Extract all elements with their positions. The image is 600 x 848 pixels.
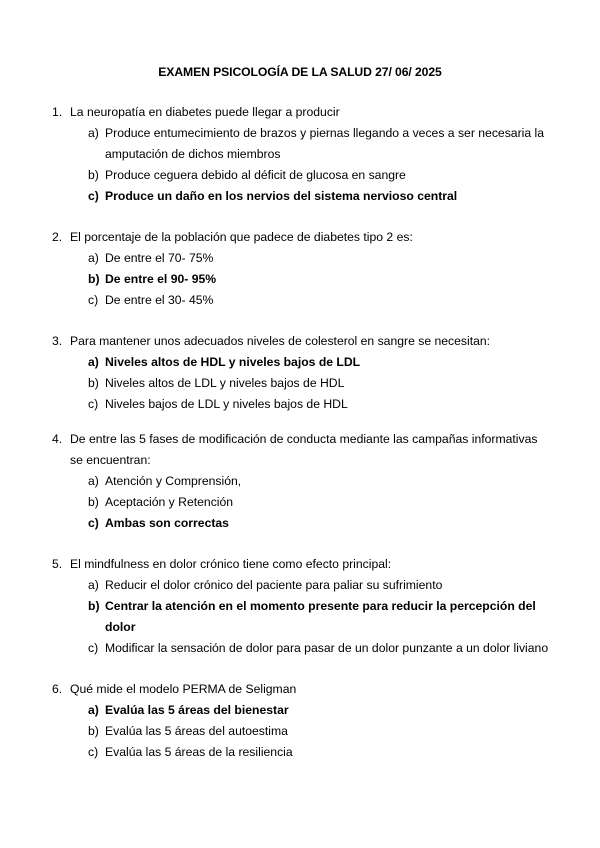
option-text: Ambas son correctas	[105, 516, 229, 530]
question-number: 6.	[52, 682, 63, 696]
option-letter: a)	[88, 578, 99, 592]
question-stem	[52, 102, 552, 123]
question-text: Para mantener unos adecuados niveles de colesterol en sangre se necesitan:	[70, 334, 491, 348]
option-text: Centrar la atención en el momento presente para reducir la percepción del dolor	[105, 599, 536, 634]
question-stem	[52, 331, 552, 352]
option-letter: c)	[88, 397, 99, 411]
question-text: El porcentaje de la población que padece de diabetes tipo 2 es:	[70, 230, 413, 244]
option-text: Niveles bajos de LDL y niveles bajos de HDL	[105, 397, 348, 411]
question-3	[52, 331, 552, 415]
option-text: Produce ceguera debido al déficit de glucosa en sangre	[105, 168, 406, 182]
option-a-correct	[52, 352, 552, 373]
option-letter: c)	[88, 293, 99, 307]
option-text: De entre el 30- 45%	[105, 293, 214, 307]
option-list	[52, 123, 552, 207]
option-b	[52, 492, 552, 513]
question-number: 5.	[52, 557, 63, 571]
question-stem	[52, 429, 552, 471]
option-a	[52, 471, 552, 492]
question-6	[52, 679, 552, 763]
option-letter: c)	[88, 641, 99, 655]
option-b-correct	[52, 269, 552, 290]
question-number: 4.	[52, 432, 63, 446]
option-letter: a)	[88, 474, 99, 488]
option-a	[52, 248, 552, 269]
option-text: De entre el 90- 95%	[105, 272, 217, 286]
page-title: EXAMEN PSICOLOGÍA DE LA SALUD 27/ 06/ 2025	[158, 65, 442, 79]
option-b	[52, 165, 552, 186]
question-2	[52, 227, 552, 311]
option-c	[52, 394, 552, 415]
option-text: Atención y Comprensión,	[105, 474, 242, 488]
option-b	[52, 721, 552, 742]
option-c-correct	[52, 513, 552, 534]
question-text: Qué mide el modelo PERMA de Seligman	[70, 682, 297, 696]
option-text: Produce un daño en los nervios del sistema nervioso central	[105, 189, 458, 203]
option-text: Niveles altos de LDL y niveles bajos de HDL	[105, 376, 345, 390]
question-text: De entre las 5 fases de modificación de conducta mediante las campañas informativas se encuentran:	[70, 432, 538, 467]
option-letter: b)	[88, 724, 99, 738]
option-text: De entre el 70- 75%	[105, 251, 214, 265]
option-text: Evalúa las 5 áreas de la resiliencia	[105, 745, 293, 759]
option-list	[52, 700, 552, 763]
option-text: Modificar la sensación de dolor para pasar de un dolor punzante a un dolor liviano	[105, 641, 549, 655]
option-text: Reducir el dolor crónico del paciente para paliar su sufrimiento	[105, 578, 443, 592]
option-b-correct	[52, 596, 552, 638]
option-letter: a)	[88, 126, 99, 140]
option-list	[52, 575, 552, 659]
option-b	[52, 373, 552, 394]
question-1	[52, 102, 552, 207]
option-c	[52, 638, 552, 659]
option-text: Evalúa las 5 áreas del autoestima	[105, 724, 288, 738]
option-letter: a)	[88, 251, 99, 265]
question-stem	[52, 554, 552, 575]
question-stem	[52, 227, 552, 248]
question-number: 1.	[52, 105, 63, 119]
option-text: Niveles altos de HDL y niveles bajos de LDL	[105, 355, 361, 369]
question-stem	[52, 679, 552, 700]
option-letter: a)	[88, 703, 99, 717]
question-number: 2.	[52, 230, 63, 244]
option-letter: c)	[88, 745, 99, 759]
option-letter: b)	[88, 272, 100, 286]
option-letter: c)	[88, 189, 99, 203]
option-text: Produce entumecimiento de brazos y piernas llegando a veces a ser necesaria la amputación de dichos miembros	[105, 126, 544, 161]
option-list	[52, 248, 552, 311]
option-letter: b)	[88, 495, 99, 509]
option-text: Evalúa las 5 áreas del bienestar	[105, 703, 289, 717]
option-letter: b)	[88, 376, 99, 390]
option-c	[52, 290, 552, 311]
question-text: La neuropatía en diabetes puede llegar a producir	[70, 105, 340, 119]
question-5	[52, 554, 552, 659]
option-list	[52, 352, 552, 415]
question-text: El mindfulness en dolor crónico tiene como efecto principal:	[70, 557, 392, 571]
option-letter: b)	[88, 168, 99, 182]
option-letter: b)	[88, 599, 100, 613]
option-text: Aceptación y Retención	[105, 495, 234, 509]
question-4	[52, 429, 552, 534]
option-list	[52, 471, 552, 534]
option-a-correct	[52, 700, 552, 721]
option-a	[52, 123, 552, 165]
option-c-correct	[52, 186, 552, 207]
option-a	[52, 575, 552, 596]
option-c	[52, 742, 552, 763]
question-number: 3.	[52, 334, 63, 348]
option-letter: a)	[88, 355, 99, 369]
option-letter: c)	[88, 516, 99, 530]
